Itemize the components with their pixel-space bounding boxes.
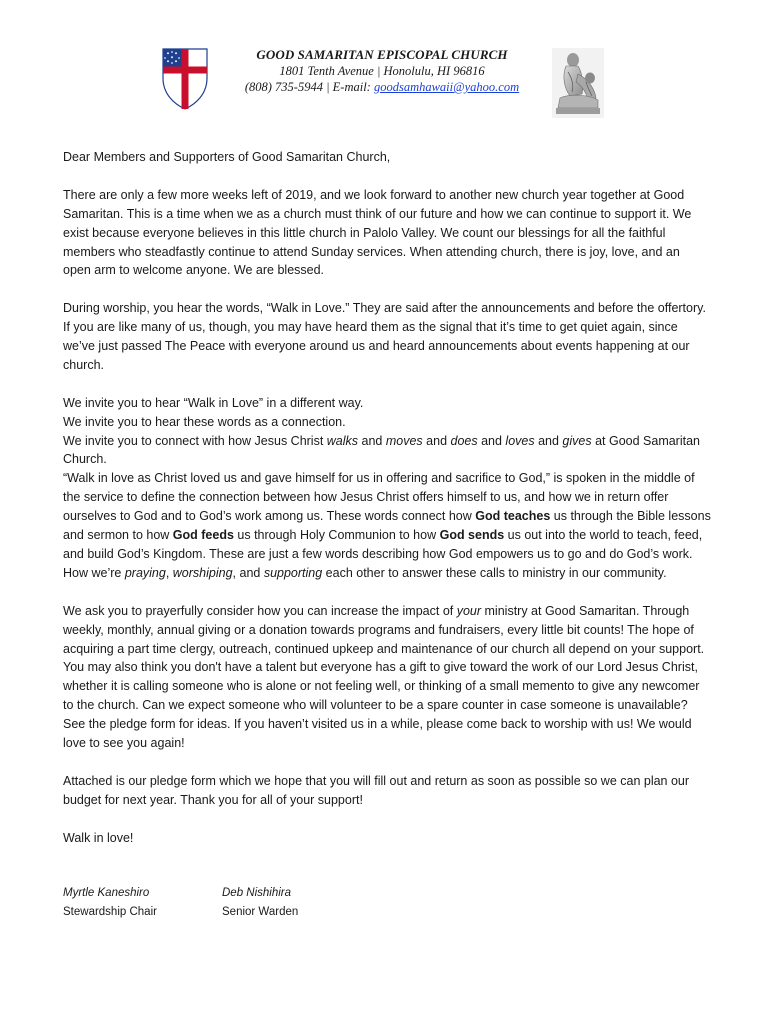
signer-title: Senior Warden — [222, 905, 299, 918]
signer-title: Stewardship Chair — [63, 905, 157, 918]
paragraph-invitations — [63, 394, 711, 583]
signature-stewardship-chair — [63, 884, 157, 921]
signer-name: Myrtle Kaneshiro — [63, 887, 150, 899]
closing: Walk in love! — [63, 830, 134, 845]
letterhead — [210, 46, 554, 95]
signature-senior-warden — [222, 884, 298, 921]
phone-text: (808) 735-5944 | E-mail: — [244, 80, 374, 94]
church-contact — [210, 79, 554, 95]
paragraph-walk-in-love: During worship, you hear the words, “Walk in Love.” They are said after the announcements and before the offertory. If you are like many of us, though, you may have heard them as the signal that it’s time to get quiet again, since we’ve just passed The Peace with everyone around us and heard announcements about events happening at our church. — [63, 301, 706, 372]
good-samaritan-statue-image — [552, 48, 604, 118]
letter-body — [63, 148, 711, 866]
invite-line-2: We invite you to hear these words as a connection. — [63, 414, 346, 429]
email-link[interactable]: goodsamhawaii@yahoo.com — [373, 80, 520, 94]
paragraph-pledge-form: Attached is our pledge form which we hope that you will fill out and return as soon as possible so we can plan our budget for next year. Thank you for all of your support! — [63, 773, 690, 807]
church-name: GOOD SAMARITAN EPISCOPAL CHURCH — [256, 47, 508, 62]
invite-line-1: We invite you to hear “Walk in Love” in a different way. — [63, 395, 364, 410]
quote-paragraph: “Walk in love as Christ loved us and gave himself for us in offering and sacrifice to God,” is spoken in the middle of the service to define the connection between how Jesus Christ offers himself to us, and how we in return offer ourselves to God and to God’s work among us. These words connect how God teaches us through the Bible lessons and sermon to how God feeds us through Holy Communion to how God sends us out into the world to teach, feed, and build God’s Kingdom. These are just a few words describing how God empowers us to go and do God’s work. How we’re praying, worshiping, and supporting each other to answer these calls to ministry in our community. — [63, 471, 711, 580]
invite-line-3: We invite you to connect with how Jesus Christ walks and moves and does and loves and gives at Good Samaritan Church. — [63, 433, 701, 467]
paragraph-intro: There are only a few more weeks left of 2019, and we look forward to another new church year together at Good Samaritan. This is a time when we as a church must think of our future and how we can continue to support it. We exist because everyone believes in this little church in Palolo Valley. We count our blessings for all the faithful members who steadfastly continue to attend Sunday services. When attending church, there is joy, love, and an open arm to welcome anyone. We are blessed. — [63, 187, 692, 278]
signer-name: Deb Nishihira — [222, 887, 292, 899]
church-address: 1801 Tenth Avenue | Honolulu, HI 96816 — [279, 64, 485, 78]
salutation: Dear Members and Supporters of Good Samaritan Church, — [63, 150, 391, 164]
episcopal-shield-logo — [162, 48, 208, 110]
paragraph-pledge-ask: We ask you to prayerfully consider how you can increase the impact of your ministry at Good Samaritan. Through weekly, monthly, annual giving or a donation towards programs and fundraisers, every little bit counts! The hope of acquiring a part time clergy, outreach, continued upkeep and maintenance of our church all depend on your support. You may also think you don't have a talent but everyone has a gift to give toward the work of our Lord Jesus Christ, whether it is calling someone who is alone or not feeling well, or thinking of a small memento to give any newcomer to the church. Can we expect someone who will volunteer to be a spare counter in case someone is unavailable? See the pledge form for ideas. If you haven’t visited us in a while, please come back to worship with us! We would love to see you again! — [63, 603, 705, 751]
